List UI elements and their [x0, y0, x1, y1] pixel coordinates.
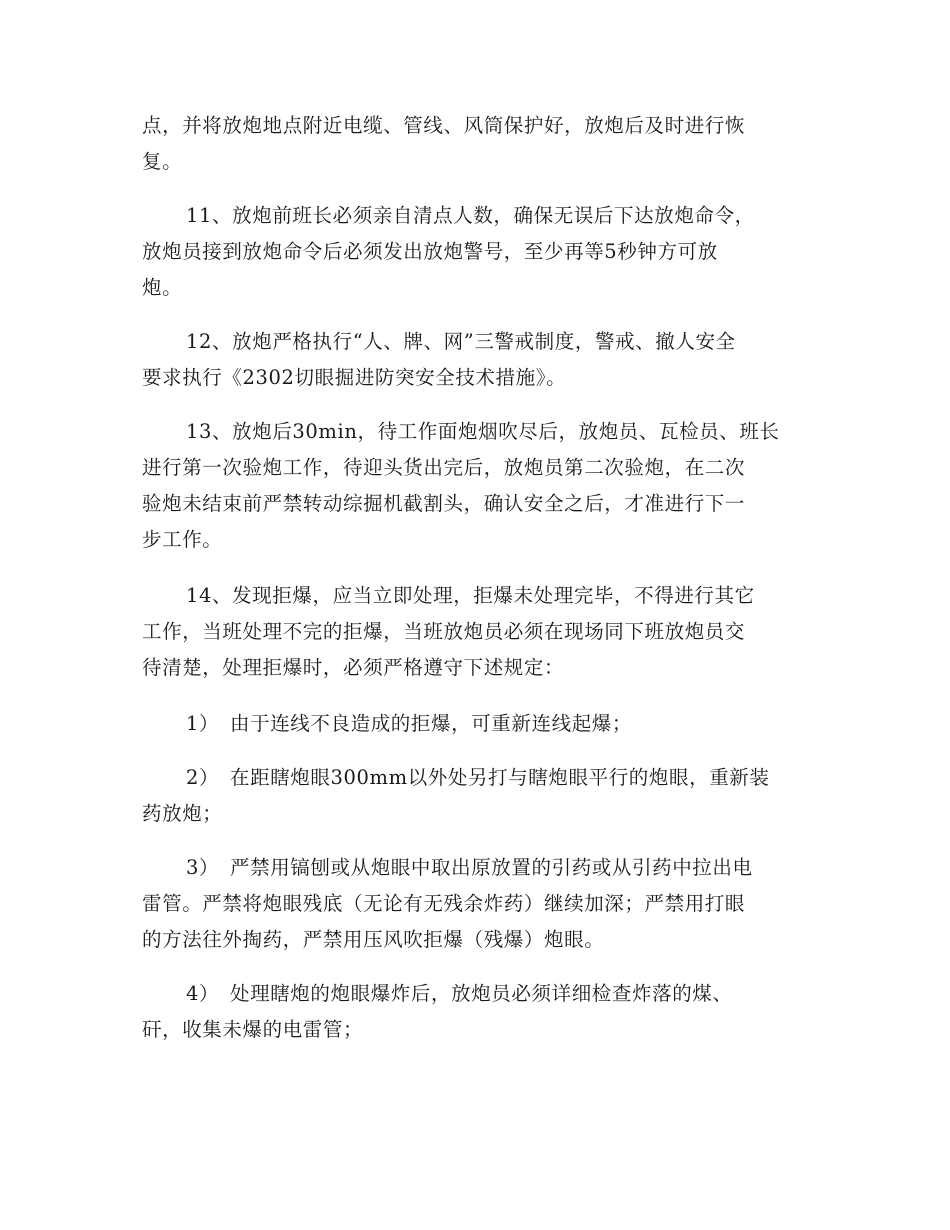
sub-item-3	[142, 850, 802, 958]
paragraph-rule-12	[142, 324, 802, 396]
item-text: 在距瞎炮眼300mm以外处另打与瞎炮眼平行的炮眼，重新装	[230, 766, 770, 789]
text-line: 14、发现拒爆，应当立即处理，拒爆未处理完毕，不得进行其它	[186, 584, 755, 607]
sub-item-2	[142, 760, 802, 832]
paragraph-rule-13	[142, 414, 802, 558]
item-text: 严禁用镐刨或从炮眼中取出原放置的引药或从引药中拉出电	[230, 856, 753, 879]
text-line: 复。	[142, 150, 183, 173]
item-text: 由于连线不良造成的拒爆，可重新连线起爆；	[230, 712, 633, 735]
text-line: 12、放炮严格执行“人、牌、网”三警戒制度，警戒、撤人安全	[186, 330, 736, 353]
text-line: 验炮未结束前严禁转动综掘机截割头，确认安全之后，才准进行下一	[142, 492, 746, 515]
text-line: 11、放炮前班长必须亲自清点人数，确保无误后下达放炮命令，	[186, 204, 755, 227]
item-number: 3）	[186, 856, 220, 879]
text-line: 药放炮；	[142, 802, 223, 825]
text-line: 待清楚，处理拒爆时，必须严格遵守下述规定：	[142, 656, 565, 679]
text-line: 矸，收集未爆的电雷管；	[142, 1018, 364, 1041]
text-line: 步工作。	[142, 528, 223, 551]
sub-item-1	[142, 706, 802, 742]
item-number: 1）	[186, 712, 220, 735]
paragraph-continuation	[142, 108, 802, 180]
text-line: 进行第一次验炮工作，待迎头货出完后，放炮员第二次验炮，在二次	[142, 456, 746, 479]
item-text: 处理瞎炮的炮眼爆炸后，放炮员必须详细检查炸落的煤、	[230, 982, 733, 1005]
text-line	[142, 976, 802, 1012]
text-line: 炮。	[142, 276, 183, 299]
text-line: 工作，当班处理不完的拒爆，当班放炮员必须在现场同下班放炮员交	[142, 620, 746, 643]
item-number: 2）	[186, 766, 220, 789]
text-line: 的方法往外掏药，严禁用压风吹拒爆（残爆）炮眼。	[142, 928, 605, 951]
text-line: 雷管。严禁将炮眼残底（无论有无残余炸药）继续加深；严禁用打眼	[142, 892, 746, 915]
paragraph-rule-14	[142, 578, 802, 686]
sub-item-4	[142, 976, 802, 1048]
text-line	[142, 850, 802, 886]
text-line: 放炮员接到放炮命令后必须发出放炮警号，至少再等5秒钟方可放	[142, 240, 718, 263]
paragraph-rule-11	[142, 198, 802, 306]
text-line	[142, 760, 802, 796]
text-line: 点，并将放炮地点附近电缆、管线、风筒保护好，放炮后及时进行恢	[142, 114, 746, 137]
text-line: 要求执行《2302切眼掘进防突安全技术措施》。	[142, 366, 567, 389]
text-line	[142, 706, 802, 742]
text-line: 13、放炮后30min，待工作面炮烟吹尽后，放炮员、瓦检员、班长	[186, 420, 780, 443]
item-number: 4）	[186, 982, 220, 1005]
